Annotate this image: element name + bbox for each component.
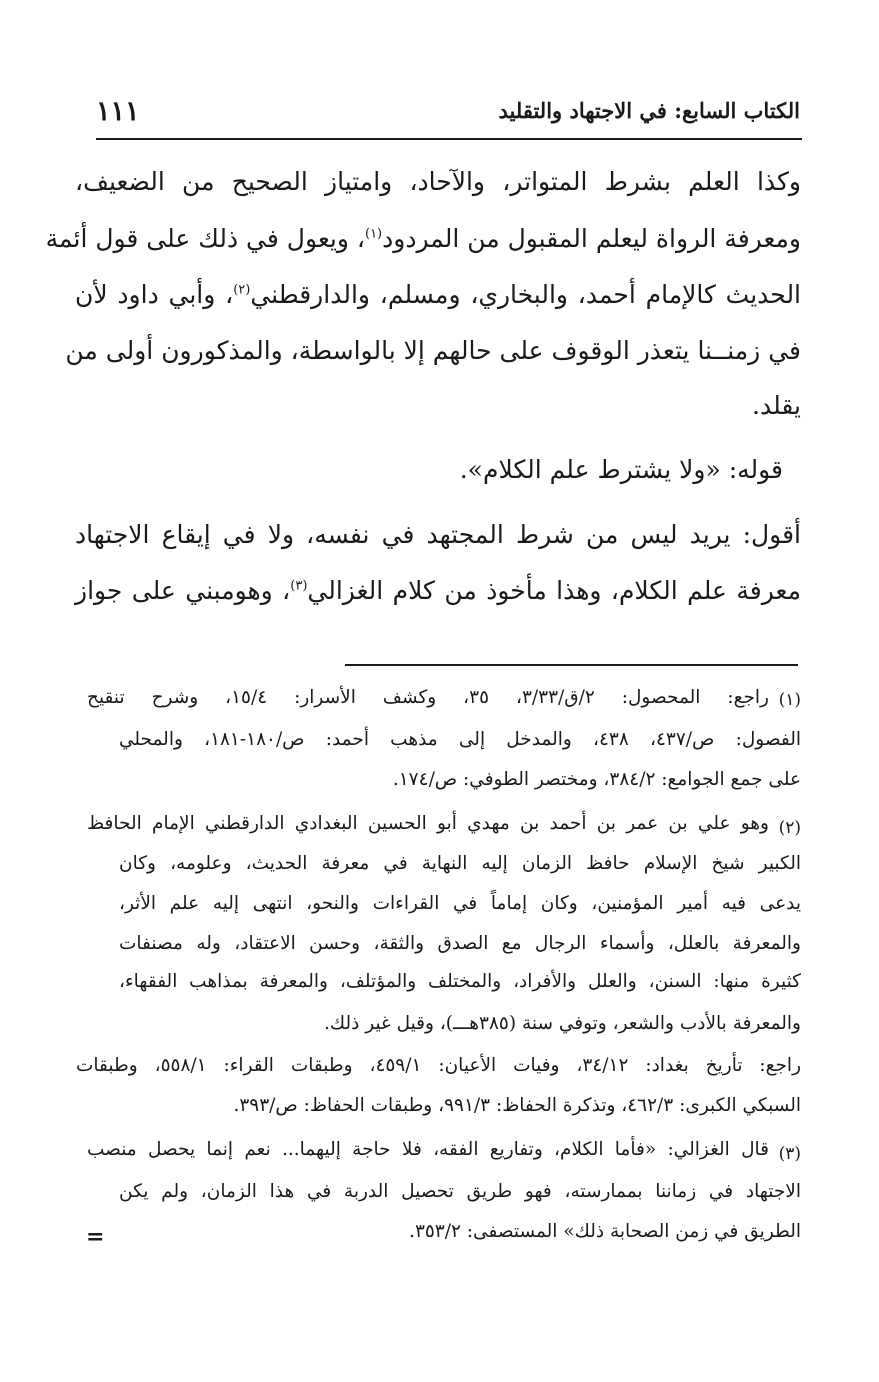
body-text: الحديث كالإمام أحمد، والبخاري، ومسلم، والدارقطني [250,280,802,309]
body-line-6: قوله: «ولا يشترط علم الكلام». [459,455,783,484]
footnote-2-line-4: والمعرفة بالعلل، وأسماء الرجال مع الصدق والثقة، وحسن الاعتقاد، وله مصنفات [119,933,801,954]
body-line-5: يقلد. [752,391,801,420]
running-header [96,96,800,132]
footnote-2-line-3: يدعى فيه أمير المؤمنين، وكان إماماً في القراءات والنحو، انتهى إليه علم الأثر، [119,893,801,914]
continuation-mark: = [86,1224,105,1250]
footnote-separator [345,664,798,666]
footnote-2-line-2: الكبير شيخ الإسلام حافظ الزمان إليه النهاية في معرفة الحديث، وعلومه، وكان [119,853,801,874]
footnote-1-line-3: على جمع الجوامع: ٣٨٤/٢، ومختصر الطوفي: ص/١٧٤. [392,769,801,790]
footnote-2-marker: (٢) [778,818,801,838]
body-line-8 [75,576,801,606]
footnote-3-line-1: قال الغزالي: «فأما الكلام، وتفاريع الفقه، فلا حاجة إليهما... نعم إنما يحصل منصب [87,1139,769,1160]
footnote-1-line-2: الفصول: ص/٤٣٧، ٤٣٨، والمدخل إلى مذهب أحمد: ص/١٨٠-١٨١، والمحلي [119,729,801,750]
body-text: ، وأبي داود لأن [75,280,234,309]
page-number: ١١١ [96,96,140,127]
header-title: الكتاب السابع: في الاجتهاد والتقليد [498,98,800,123]
body-line-7: أقول: يريد ليس من شرط المجتهد في نفسه، ولا في إيقاع الاجتهاد [75,520,801,549]
body-line-1: وكذا العلم بشرط المتواتر، والآحاد، وامتياز الصحيح من الضعيف، [75,167,801,196]
footnote-ref-3[interactable]: (٣) [290,578,308,594]
footnote-2-line-5: كثيرة منها: السنن، والعلل والأفراد، والمختلف والمؤتلف، والمعرفة بمذاهب الفقهاء، [119,971,801,992]
footnote-3-line-2: الاجتهاد في زماننا بممارسته، فهو طريق تحصيل الدربة في هذا الزمان، ولم يكن [119,1181,801,1202]
footnote-1-marker: (١) [778,690,801,710]
footnote-2-sources-line-1: راجع: تأريخ بغداد: ٣٤/١٢، وفيات الأعيان: ٤٥٩/١، وطبقات القراء: ٥٥٨/١، وطبقات [76,1055,802,1076]
footnote-3-marker: (٣) [778,1144,801,1164]
body-text: ، وهومبني على جواز [75,576,291,605]
body-text: ومعرفة الرواة ليعلم المقبول من المردود [382,224,801,253]
body-line-2 [45,224,801,254]
footnote-2-line-6: والمعرفة بالأدب والشعر، وتوفي سنة (٣٨٥هـــ)، وقيل غير ذلك. [324,1013,801,1034]
header-rule [96,138,802,140]
body-text: معرفة علم الكلام، وهذا مأخوذ من كلام الغزالي [307,576,801,605]
footnote-2-line-1: وهو علي بن عمر بن أحمد بن مهدي أبو الحسين البغدادي الدارقطني الإمام الحافظ [87,813,769,834]
body-line-4: في زمنــنا يتعذر الوقوف على حالهم إلا بالواسطة، والمذكورون أولى من [65,336,801,365]
body-text: ، ويعول في ذلك على قول أئمة [45,224,365,253]
body-line-3 [75,280,801,310]
footnote-ref-1[interactable]: (١) [364,226,383,242]
footnote-2-sources-line-2: السبكي الكبرى: ٤٦٢/٣، وتذكرة الحفاظ: ٩٩١/٣، وطبقات الحفاظ: ص/٣٩٣. [233,1095,801,1116]
footnote-ref-2[interactable]: (٢) [233,282,251,298]
footnote-3-line-3: الطريق في زمن الصحابة ذلك» المستصفى: ٣٥٣/٢. [409,1221,801,1242]
footnote-1-line-1: راجع: المحصول: ٢/ق/٣/٣٣، ٣٥، وكشف الأسرار: ١٥/٤، وشرح تنقيح [87,687,769,708]
